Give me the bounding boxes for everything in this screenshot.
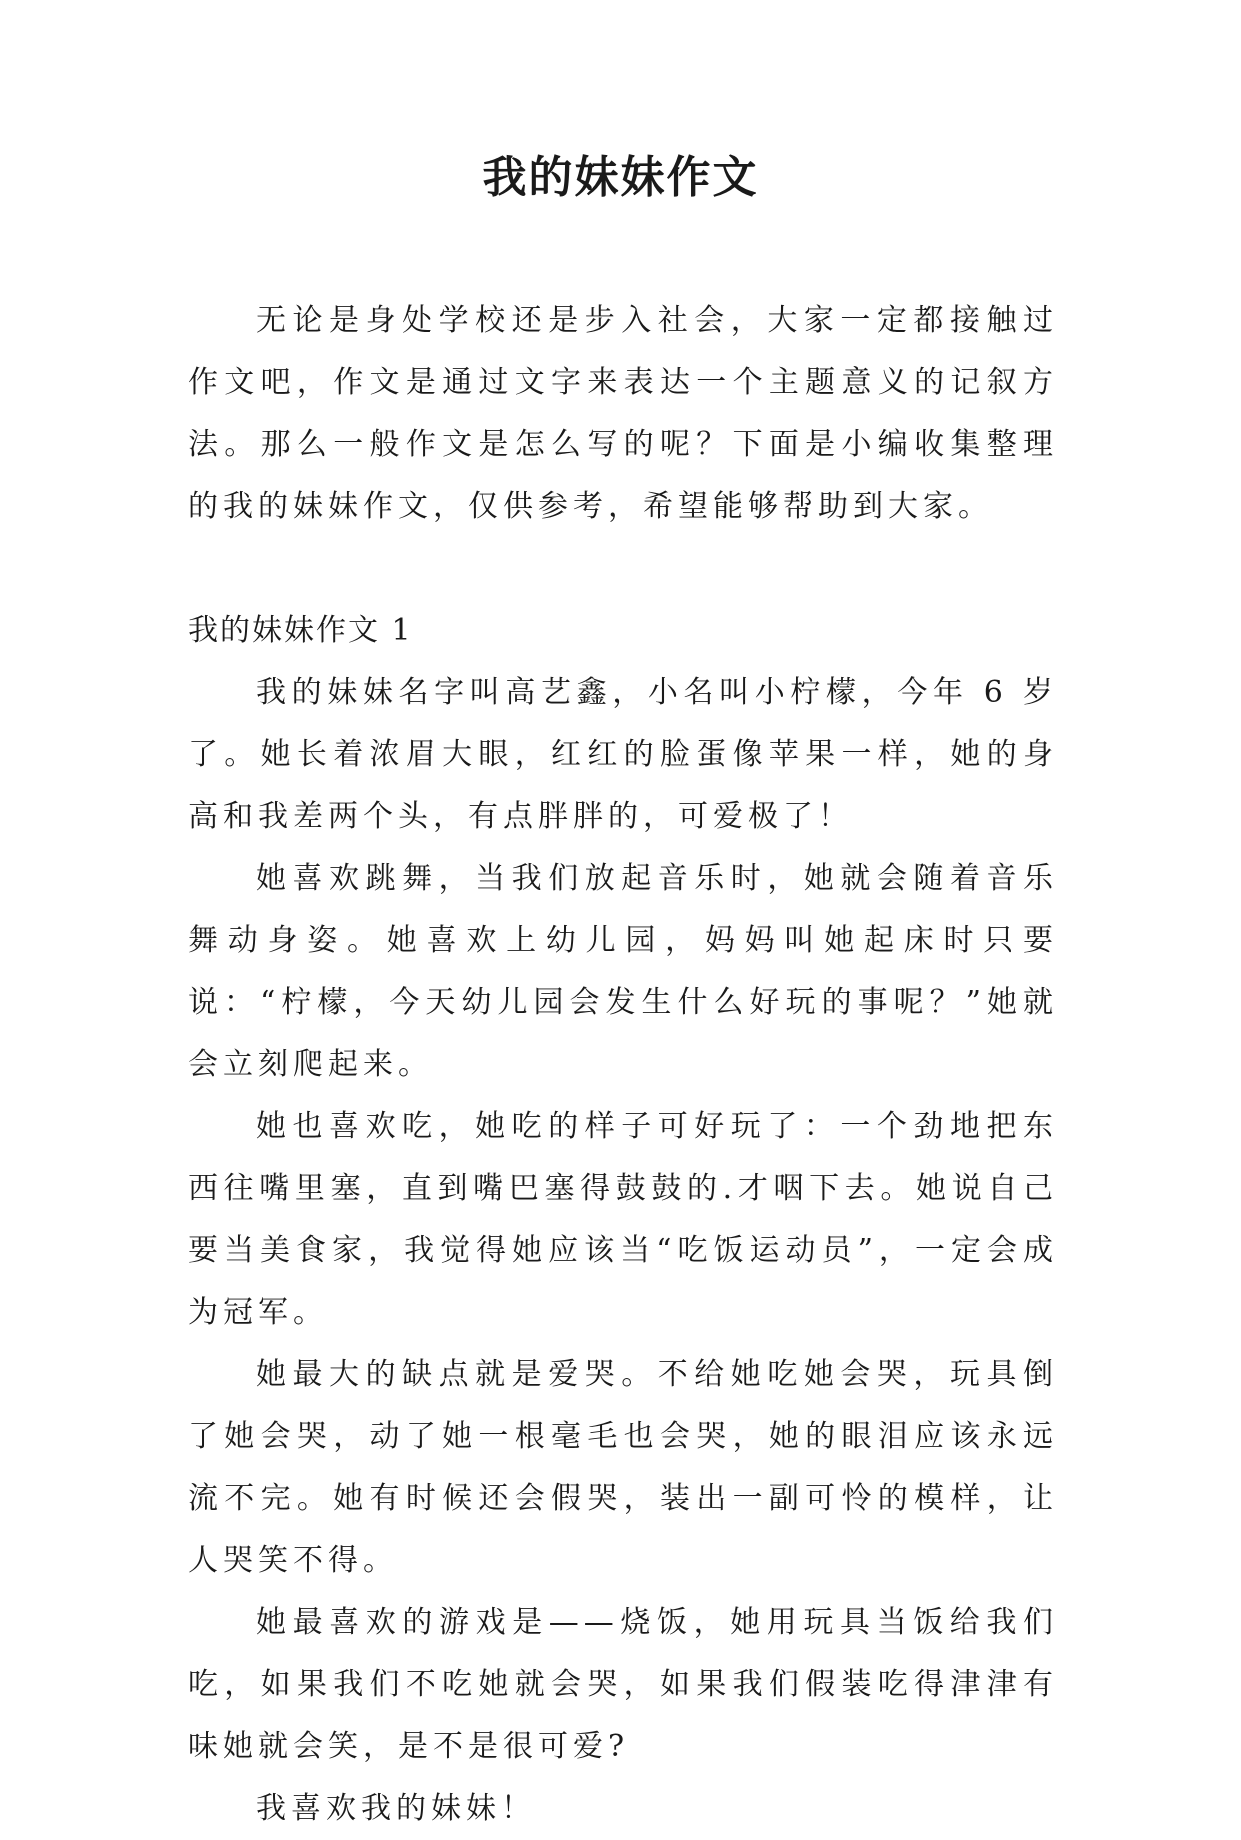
body-paragraph-2: 她喜欢跳舞，当我们放起音乐时，她就会随着音乐舞动身姿。她喜欢上幼儿园，妈妈叫她起床时只要说：“柠檬，今天幼儿园会发生什么好玩的事呢？”她就会立刻爬起来。 (188, 861, 1058, 1082)
section-heading: 我的妹妹作文 1 (188, 613, 413, 648)
body-paragraph-1: 我的妹妹名字叫高艺鑫，小名叫小柠檬，今年 6 岁了。她长着浓眉大眼，红红的脸蛋像苹果一样，她的身高和我差两个头，有点胖胖的，可爱极了！ (188, 675, 1058, 834)
body-paragraph-6: 我喜欢我的妹妹！ (256, 1791, 536, 1826)
body-paragraph-5: 她最喜欢的游戏是——烧饭，她用玩具当饭给我们吃，如果我们不吃她就会哭，如果我们假装吃得津津有味她就会笑，是不是很可爱? (188, 1605, 1058, 1764)
body-paragraph-3: 她也喜欢吃，她吃的样子可好玩了：一个劲地把东西往嘴里塞，直到嘴巴塞得鼓鼓的.才咽下去。她说自己要当美食家，我觉得她应该当“吃饭运动员”，一定会成为冠军。 (188, 1109, 1058, 1330)
document-body (188, 290, 1058, 1840)
document-title: 我的妹妹作文 (482, 152, 759, 203)
intro-paragraph: 无论是身处学校还是步入社会，大家一定都接触过作文吧，作文是通过文字来表达一个主题意义的记叙方法。那么一般作文是怎么写的呢？下面是小编收集整理的我的妹妹作文，仅供参考，希望能够帮助到大家。 (188, 303, 1058, 524)
body-paragraph-4: 她最大的缺点就是爱哭。不给她吃她会哭，玩具倒了她会哭，动了她一根毫毛也会哭，她的眼泪应该永远流不完。她有时候还会假哭，装出一副可怜的模样，让人哭笑不得。 (188, 1357, 1058, 1578)
